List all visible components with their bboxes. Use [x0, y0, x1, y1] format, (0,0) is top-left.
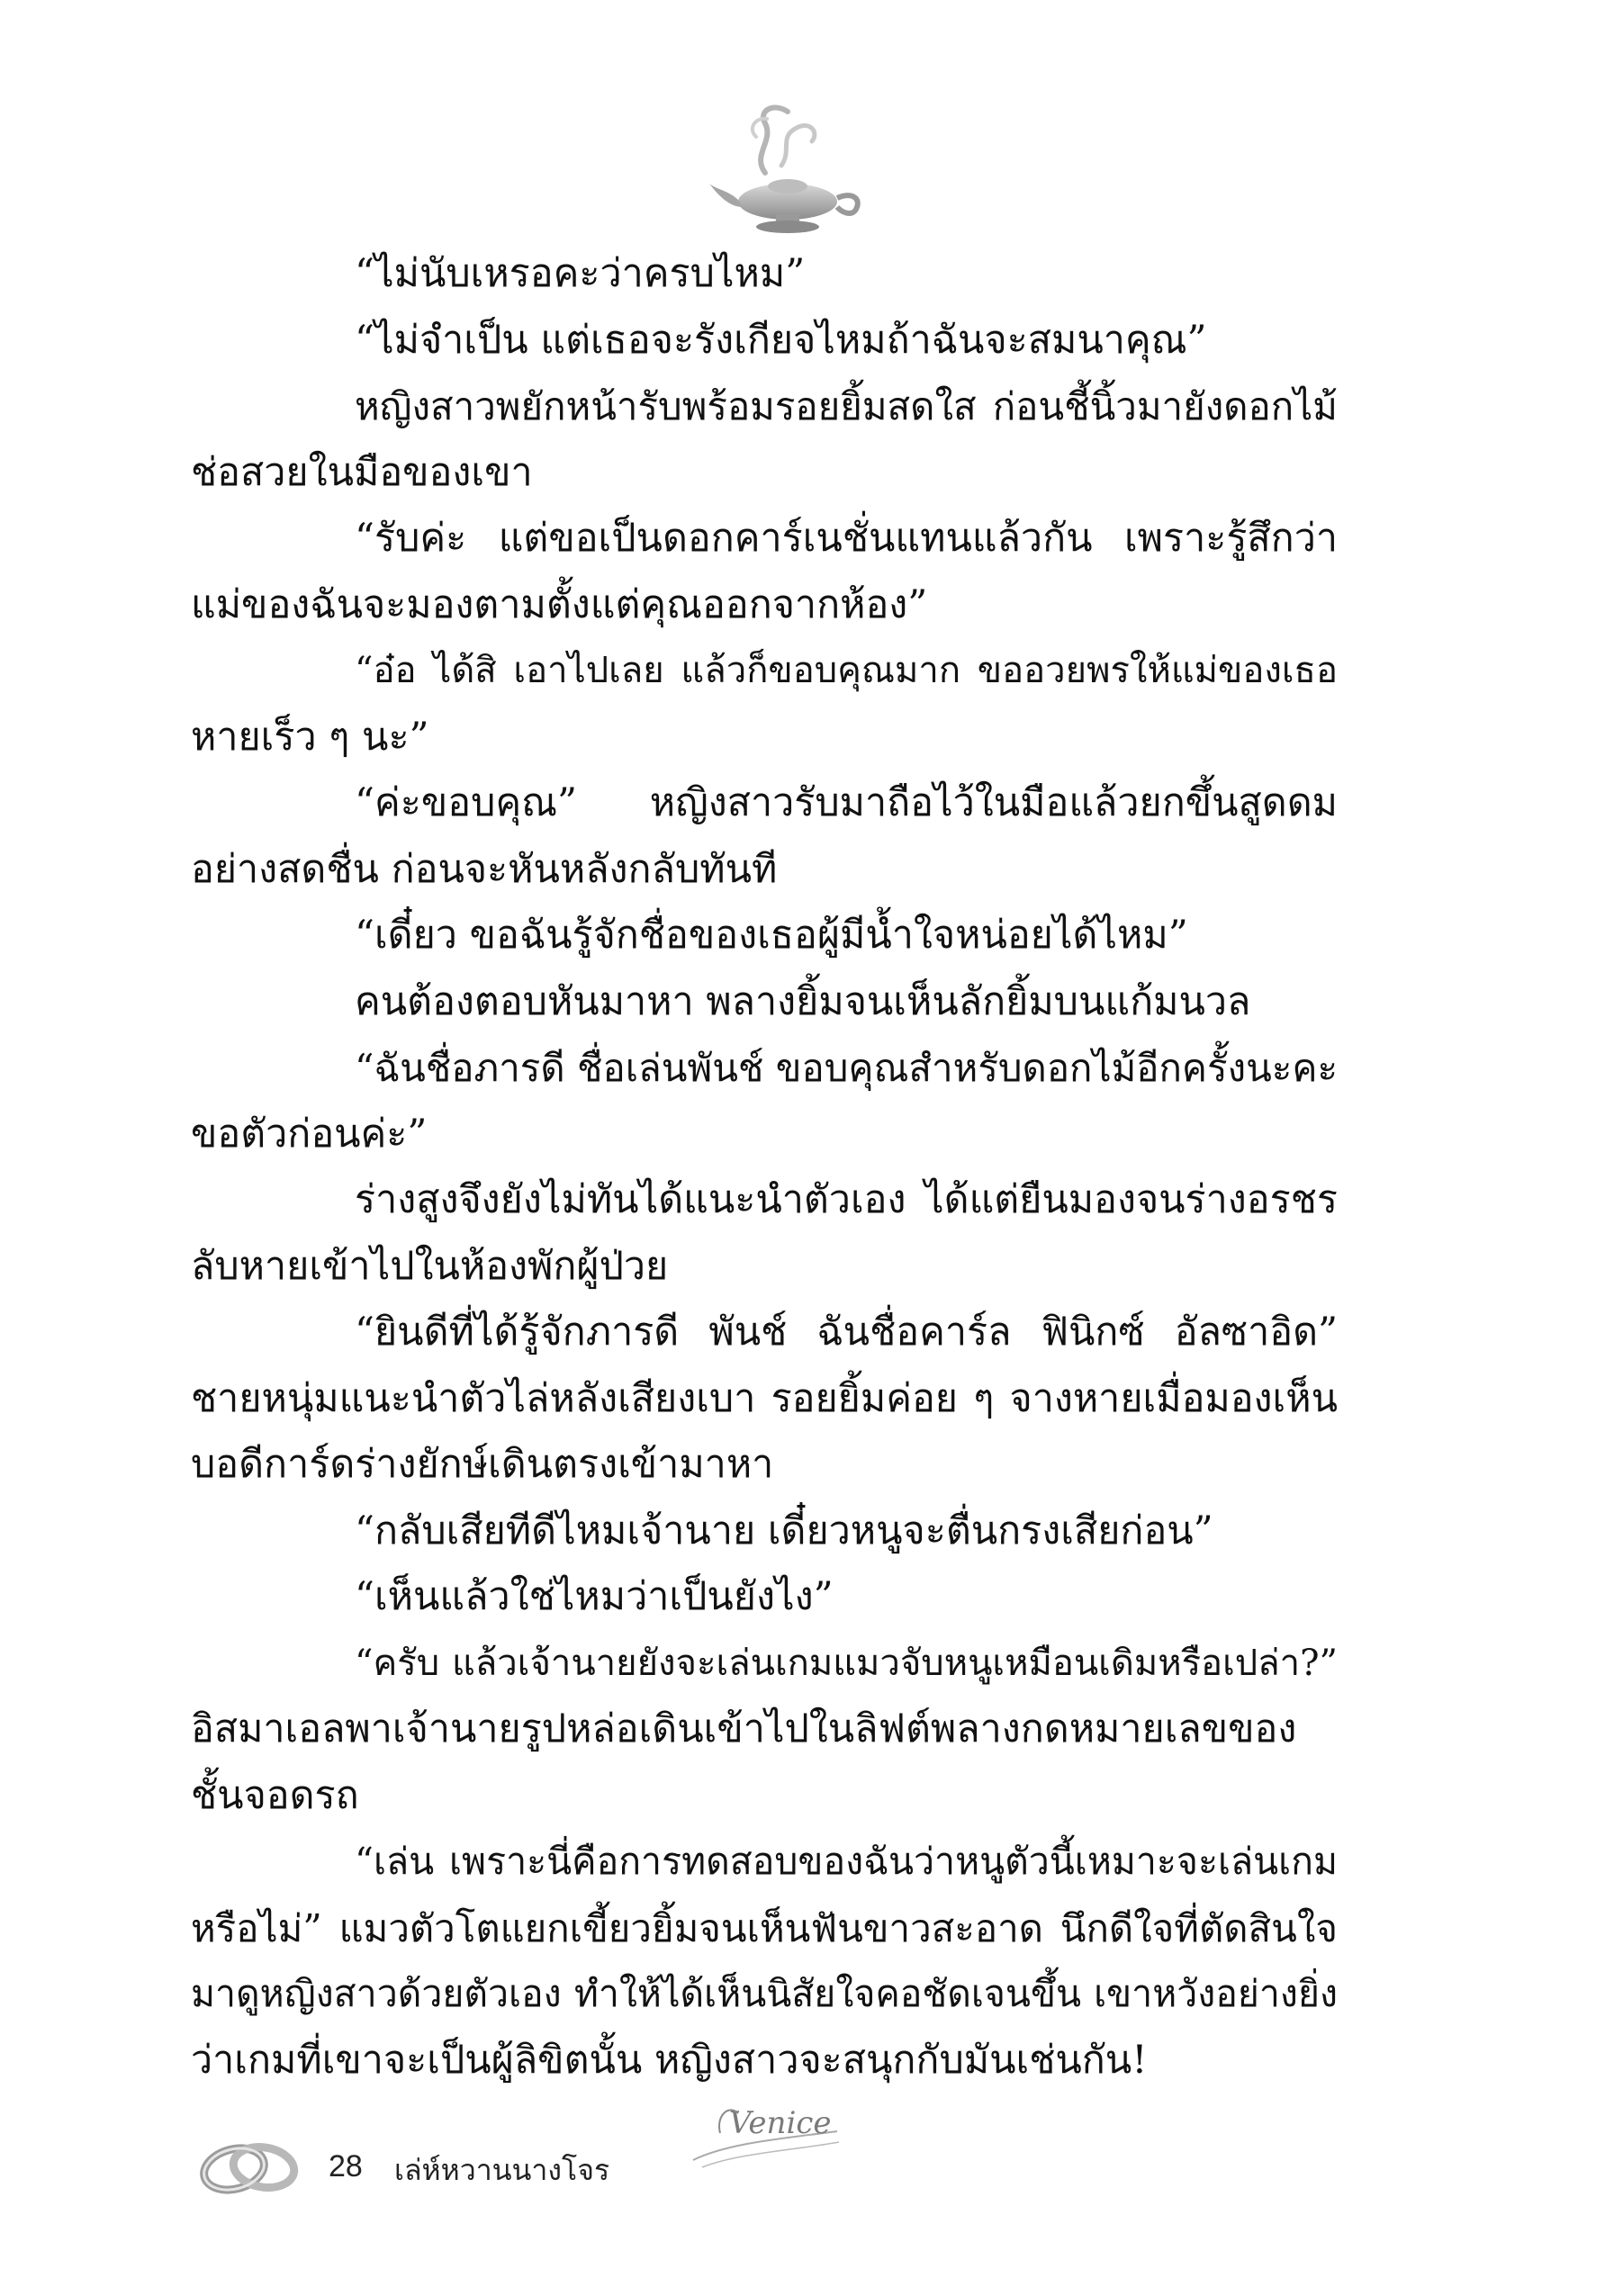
- page-number: 28: [329, 2149, 363, 2183]
- text-line: อย่างสดชื่น ก่อนจะหันหลังกลับทันที: [191, 846, 778, 892]
- text-line: “ค่ะขอบคุณ” หญิงสาวรับมาถือไว้ในมือแล้วยกขึ้นสูดดม: [355, 780, 1338, 825]
- publisher-logo-text: Venice: [729, 2105, 832, 2141]
- text-line: ชายหนุ่มแนะนำตัวไล่หลังเสียงเบา รอยยิ้มค่อย ๆ จางหายเมื่อมองเห็น: [191, 1375, 1338, 1421]
- text-line: “กลับเสียทีดีไหมเจ้านาย เดี๋ยวหนูจะตื่นกรงเสียก่อน”: [355, 1508, 1213, 1553]
- text-line: อิสมาเอลพาเจ้านายรูปหล่อเดินเข้าไปในลิฟต์พลางกดหมายเลขของ: [191, 1706, 1297, 1751]
- text-line: หญิงสาวพยักหน้ารับพร้อมรอยยิ้มสดใส ก่อนชี้นิ้วมายังดอกไม้: [355, 384, 1338, 428]
- story-text: [191, 241, 1338, 2093]
- text-line: “ครับ แล้วเจ้านายยังจะเล่นเกมแมวจับหนูเหมือนเดิมหรือเปล่า?”: [355, 1642, 1338, 1684]
- text-line: “เห็นแล้วใช่ไหมว่าเป็นยังไง”: [355, 1574, 834, 1619]
- text-line: “รับค่ะ แต่ขอเป็นดอกคาร์เนชั่นแทนแล้วกัน เพราะรู้สึกว่า: [355, 516, 1338, 561]
- text-line: ชั้นจอดรถ: [191, 1772, 359, 1818]
- text-line: บอดีการ์ดร่างยักษ์เดินตรงเข้ามาหา: [191, 1442, 774, 1487]
- text-line: “อ๋อ ได้สิ เอาไปเลย แล้วก็ขอบคุณมาก ขออวยพรให้แม่ของเธอ: [355, 650, 1338, 691]
- text-line: ลับหายเข้าไปในห้องพักผู้ป่วย: [191, 1243, 669, 1289]
- text-line: คนต้องตอบหันมาหา พลางยิ้มจนเห็นลักยิ้มบนแก้มนวล: [355, 978, 1251, 1024]
- text-line: “เล่น เพราะนี่คือการทดสอบของฉันว่าหนูตัวนี้เหมาะจะเล่นเกม: [355, 1840, 1338, 1883]
- text-line: หายเร็ว ๆ นะ”: [191, 714, 429, 760]
- text-line: “ฉันชื่อภารดี ชื่อเล่นพันช์ ขอบคุณสำหรับดอกไม้อีกครั้งนะคะ: [355, 1046, 1339, 1090]
- text-line: “ไม่นับเหรอคะว่าครบไหม”: [355, 251, 806, 296]
- page-footer: [0, 2097, 1605, 2277]
- text-line: “ไม่จำเป็น แต่เธอจะรังเกียจไหมถ้าฉันจะสมนาคุณ”: [355, 317, 1207, 363]
- text-line: “ยินดีที่ได้รู้จักภารดี พันช์ ฉันชื่อคาร์ล ฟินิกซ์ อัลซาอิด”: [355, 1310, 1338, 1355]
- venice-logo-icon: [684, 2097, 846, 2183]
- text-line: หรือไม่” แมวตัวโตแยกเขี้ยวยิ้มจนเห็นฟันขาวสะอาด นึกดีใจที่ตัดสินใจ: [191, 1905, 1338, 1950]
- text-line: ช่อสวยในมือของเขา: [191, 449, 533, 495]
- text-line: ขอตัวก่อนค่ะ”: [191, 1111, 428, 1157]
- text-line: ว่าเกมที่เขาจะเป็นผู้ลิขิตนั้น หญิงสาวจะสนุกกับมันเช่นกัน!: [191, 2037, 1148, 2083]
- book-title: เล่ห์หวานนางโจร: [394, 2153, 610, 2187]
- text-line: มาดูหญิงสาวด้วยตัวเอง ทำให้ได้เห็นนิสัยใจคอชัดเจนขึ้น เขาหวังอย่างยิ่ง: [191, 1972, 1338, 2015]
- text-line: แม่ของฉันจะมองตามตั้งแต่คุณออกจากห้อง”: [191, 581, 928, 627]
- wedding-rings-icon: [185, 2117, 311, 2211]
- text-line: “เดี๋ยว ขอฉันรู้จักชื่อของเธอผู้มีน้ำใจหน่อยได้ไหม”: [355, 913, 1188, 958]
- genie-lamp-icon: [702, 101, 873, 236]
- text-line: ร่างสูงจึงยังไม่ทันได้แนะนำตัวเอง ได้แต่ยืนมองจนร่างอรชร: [355, 1177, 1338, 1222]
